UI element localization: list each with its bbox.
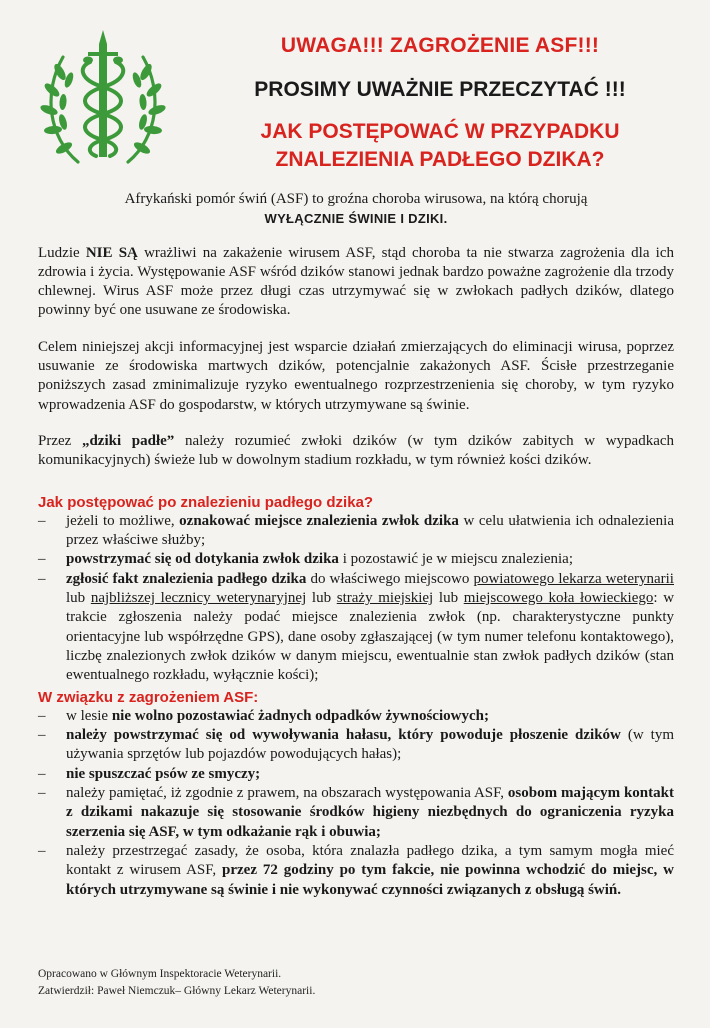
- section1-list: [38, 512, 674, 686]
- item-text: należy pamiętać, iż zgodnie z prawem, na obszarach występowania ASF,: [66, 785, 508, 802]
- footer-approved-by: Zatwierdził: Paweł Niemczuk– Główny Lekarz Weterynarii.: [38, 985, 316, 997]
- item-text: i pozostawić je w miejscu znalezienia;: [338, 551, 574, 568]
- list-item: [38, 784, 674, 842]
- item-bold: nie spuszczać psów ze smyczy;: [66, 765, 261, 782]
- intro-bold: WYŁĄCZNIE ŚWINIE I DZIKI.: [264, 211, 448, 227]
- alert-heading: UWAGA!!! ZAGROŻENIE ASF!!!: [280, 34, 600, 57]
- main-question-line2: ZNALEZIENIA PADŁEGO DZIKA?: [275, 148, 605, 171]
- main-question-line1: JAK POSTĘPOWAĆ W PRZYPADKU: [260, 120, 620, 143]
- intro-paragraph: [38, 190, 674, 230]
- caduceus-wreath-icon: [38, 22, 168, 172]
- list-item: [38, 707, 674, 726]
- main-question-heading: [190, 118, 690, 174]
- para3-bold: „dziki padłe”: [81, 432, 175, 449]
- item-bold: nie wolno pozostawiać żadnych odpadków żywnościowych;: [111, 707, 489, 724]
- para1-text-a: Ludzie: [38, 244, 86, 261]
- item-text: należy przestrzegać zasady, że osoba, która znalazła padłego dzika, a tym samym mogła mieć kontakt z wirusem ASF,: [66, 842, 674, 879]
- item-text: w celu ułatwienia ich odnalezienia przez właściwe służby;: [66, 512, 674, 549]
- para3-text-a: Przez: [38, 432, 82, 449]
- item-bold: osobom mającym kontakt z dzikami nakazuje się stosowanie środków higieny niezbędnych do ograniczenia ryzyka szerzenia się ASF, w tym odkażanie rąk i obuwia;: [66, 785, 674, 840]
- para1-text-c: wrażliwi na zakażenie wirusem ASF, stąd choroba ta nie stwarza zagrożenia dla ich zdrowia i życia. Występowanie ASF wśród dzików stanowi jednak bardzo poważne zagrożenie dla trzody chlewnej. Wirus ASF może przez długi czas utrzymywać się w zwłokach padłych dzików, dlatego powinny być one usuwane ze środowiska.: [38, 244, 674, 319]
- item-bold: należy powstrzymać się od wywoływania hałasu, który powoduje płoszenie dzików: [66, 727, 621, 744]
- item-text: jeżeli to możliwe,: [66, 512, 180, 529]
- paragraph-purpose: Celem niniejszej akcji informacyjnej jest wsparcie działań zmierzających do eliminacji wirusa, poprzez usuwanie ze środowiska martwych dzików, potencjalnie zakażonych ASF. Ścisłe przestrzeganie poniższych zasad zminimalizuje ryzyko ewentualnego rozprzestrzenienia się choroby, w tym ryzyko wprowadzenia ASF do gospodarstw, w których utrzymywane są świnie.: [38, 338, 674, 413]
- paragraph-humans: [38, 244, 674, 321]
- para1-bold: NIE SĄ: [85, 244, 138, 261]
- document-body: [38, 190, 674, 900]
- list-item: [38, 570, 674, 686]
- contact-straz-miejska: straży miejskiej: [336, 590, 434, 607]
- footer-prepared-by: Opracowano w Głównym Inspektoracie Weterynarii.: [38, 968, 282, 980]
- list-item: [38, 512, 674, 551]
- item-text: : w trakcie zgłoszenia należy podać miejsce znalezienia zwłok (np. charakterystyczne punkty orientacyjne lub współrzędne GPS), dane osoby zgłaszającej (w tym numer telefonu kontaktowego), liczbę znalezionych zwłok dzików w danym miejscu, ewentualnie stan zwłok padłych dzików (stan ewentualnego rozkładu, wyłącznie kości);: [66, 590, 675, 684]
- item-bold: zgłosić fakt znalezienia padłego dzika: [66, 570, 307, 587]
- item-text: w lesie: [66, 707, 112, 724]
- list-item: [38, 765, 674, 784]
- section2-list: [38, 707, 674, 900]
- contact-powiatowy-lekarz: powiatowego lekarza weterynarii: [473, 570, 674, 587]
- item-bold: przez 72 godziny po tym fakcie, nie powinna wchodzić do miejsc, w których utrzymywane są świnie i nie wykonywać czynności związanych z obsługą świń.: [66, 862, 674, 898]
- list-item: [38, 726, 674, 765]
- section1-heading: Jak postępować po znalezieniu padłego dzika?: [38, 493, 374, 511]
- item-text: do właściwego miejscowo: [306, 570, 474, 587]
- contact-lecznica: najbliższej lecznicy weterynaryjnej: [90, 590, 307, 607]
- footer: [38, 966, 315, 1000]
- list-item: [38, 842, 674, 900]
- item-text: lub: [433, 590, 464, 607]
- item-bold: oznakować miejsce znalezienia zwłok dzika: [179, 512, 459, 529]
- item-text: lub: [306, 590, 337, 607]
- item-bold: powstrzymać się od dotykania zwłok dzika: [66, 551, 339, 568]
- paragraph-definition: [38, 432, 674, 471]
- list-item: [38, 550, 674, 569]
- item-text: (w tym używania sprzętów lub pojazdów powodujących hałas);: [66, 727, 674, 763]
- para3-text-c: należy rozumieć zwłoki dzików (w tym dzików zabitych w wypadkach komunikacyjnych) świeże lub w dowolnym stadium rozkładu, w tym również kości dzików.: [38, 432, 675, 469]
- item-text: lub: [66, 590, 91, 607]
- section2-heading: W związku z zagrożeniem ASF:: [38, 688, 259, 706]
- intro-text: Afrykański pomór świń (ASF) to groźna choroba wirusowa, na którą chorują: [124, 191, 588, 207]
- read-carefully-heading: PROSIMY UWAŻNIE PRZECZYTAĆ !!!: [254, 78, 626, 101]
- contact-kolo-lowieckie: miejscowego koła łowieckiego: [463, 590, 654, 607]
